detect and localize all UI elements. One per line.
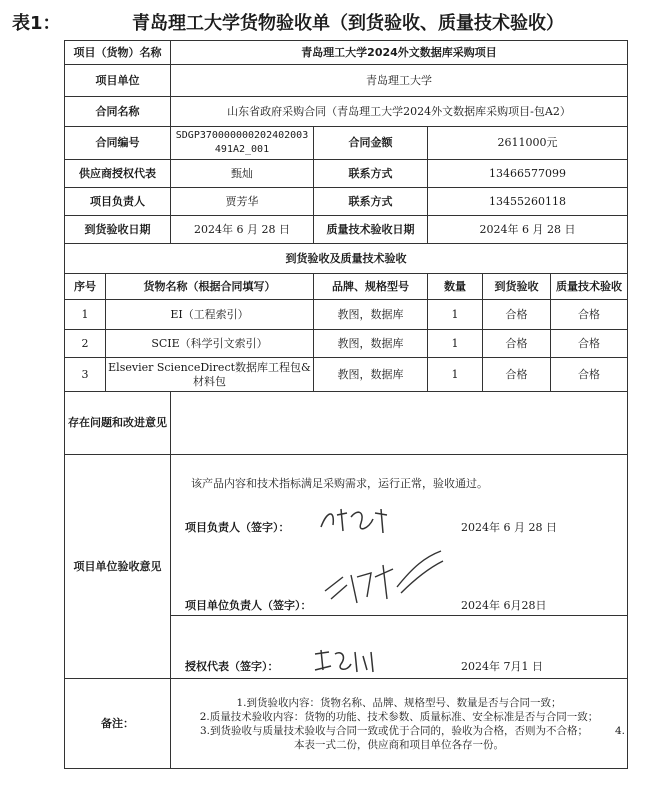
auth-rep-row [185, 660, 543, 674]
lead-contact-value: 13455260118 [428, 188, 628, 216]
table-row [65, 358, 628, 392]
lead-sign-row [185, 521, 557, 535]
row-notes [65, 679, 628, 769]
item-brand: 教图，数据库 [314, 330, 428, 358]
items-header-row [65, 274, 628, 300]
note-line-text: 3.到货验收与质量技术验收与合同一致或优于合同的，验收为合格，否则为不合格； [199, 724, 588, 737]
item-brand: 教图，数据库 [314, 300, 428, 330]
supplier-rep-value: 甄灿 [171, 160, 314, 188]
row-dates [65, 216, 628, 244]
item-arrival: 合格 [483, 330, 551, 358]
contract-amount-value: 2611000元 [428, 127, 628, 160]
contract-value: 山东省政府采购合同（青岛理工大学2024外文数据库采购项目-包A2） [171, 97, 628, 127]
note-trailing-number: 4. [614, 724, 625, 737]
row-section-title [65, 244, 628, 274]
row-project [65, 41, 628, 65]
item-arrival: 合格 [483, 358, 551, 392]
header-no: 序号 [65, 274, 106, 300]
auth-rep-signature-image [311, 646, 381, 676]
unit-lead-sign-label: 项目单位负责人（签字）： [185, 599, 312, 612]
item-no: 3 [65, 358, 106, 392]
arrival-date-label: 到货验收日期 [65, 216, 171, 244]
item-quality: 合格 [551, 358, 628, 392]
item-quality: 合格 [551, 300, 628, 330]
item-qty: 1 [428, 358, 483, 392]
row-unit [65, 65, 628, 97]
unit-lead-sign-row [185, 599, 547, 613]
unit-lead-sign-date: 2024年 6月28日 [461, 599, 547, 612]
table-row [65, 300, 628, 330]
notes-label: 备注： [65, 679, 171, 769]
row-issues [65, 392, 628, 455]
supplier-rep-label: 供应商授权代表 [65, 160, 171, 188]
header-brand: 品牌、规格型号 [314, 274, 428, 300]
row-contract [65, 97, 628, 127]
document-title [8, 6, 658, 36]
section-title: 到货验收及质量技术验收 [65, 244, 628, 274]
acceptance-form [64, 40, 628, 769]
contract-no-value: SDGP370000000202402003491A2_001 [171, 127, 314, 160]
lead-signature-image [317, 505, 397, 537]
item-name: EI（工程索引） [106, 300, 314, 330]
lead-contact-label: 联系方式 [314, 188, 428, 216]
unit-value: 青岛理工大学 [171, 65, 628, 97]
table-row [65, 330, 628, 358]
item-qty: 1 [428, 330, 483, 358]
item-arrival: 合格 [483, 300, 551, 330]
project-lead-value: 贾芳华 [171, 188, 314, 216]
row-project-lead [65, 188, 628, 216]
auth-rep-date: 2024年 7月1 日 [461, 660, 543, 673]
auth-rep-label: 授权代表（签字）： [185, 660, 279, 673]
item-brand: 教图，数据库 [314, 358, 428, 392]
opinion-lower-cell [171, 616, 628, 679]
header-arrival: 到货验收 [483, 274, 551, 300]
quality-date-value: 2024年 6 月 28 日 [428, 216, 628, 244]
supplier-contact-value: 13466577099 [428, 160, 628, 188]
supplier-contact-label: 联系方式 [314, 160, 428, 188]
header-quality: 质量技术验收 [551, 274, 628, 300]
quality-date-label: 质量技术验收日期 [314, 216, 428, 244]
row-supplier-rep [65, 160, 628, 188]
contract-label: 合同名称 [65, 97, 171, 127]
lead-sign-date: 2024年 6 月 28 日 [461, 521, 557, 534]
unit-lead-signature-image [317, 547, 447, 611]
contract-no-label: 合同编号 [65, 127, 171, 160]
header-name: 货物名称（根据合同填写） [106, 274, 314, 300]
item-qty: 1 [428, 300, 483, 330]
table-number: 表1： [12, 13, 61, 34]
notes-content [171, 679, 628, 769]
issues-label: 存在问题和改进意见 [65, 392, 171, 455]
note-line: 2.质量技术验收内容：货物的功能、技术参数、质量标准、安全标准是否与合同一致； [199, 710, 599, 723]
item-no: 2 [65, 330, 106, 358]
project-label: 项目（货物）名称 [65, 41, 171, 65]
unit-label: 项目单位 [65, 65, 171, 97]
item-quality: 合格 [551, 330, 628, 358]
form-title: 青岛理工大学货物验收单（到货验收、质量技术验收） [132, 13, 564, 34]
item-no: 1 [65, 300, 106, 330]
note-line: 1.到货验收内容：货物名称、品牌、规格型号、数量是否与合同一致； [236, 696, 562, 709]
project-lead-label: 项目负责人 [65, 188, 171, 216]
issues-value [171, 392, 628, 455]
lead-sign-label: 项目负责人（签字）： [185, 521, 290, 534]
project-value: 青岛理工大学2024外文数据库采购项目 [171, 41, 628, 65]
opinion-label: 项目单位验收意见 [65, 455, 171, 679]
note-line: 本表一式二份，供应商和项目单位各存一份。 [294, 738, 504, 751]
item-name: SCIE（科学引文索引） [106, 330, 314, 358]
opinion-text: 该产品内容和技术指标满足采购需求，运行正常，验收通过。 [191, 477, 488, 490]
contract-amount-label: 合同金额 [314, 127, 428, 160]
opinion-upper-cell [171, 455, 628, 616]
row-opinion-upper [65, 455, 628, 616]
row-contract-no [65, 127, 628, 160]
header-qty: 数量 [428, 274, 483, 300]
item-name: Elsevier ScienceDirect数据库工程包&材料包 [106, 358, 314, 392]
arrival-date-value: 2024年 6 月 28 日 [171, 216, 314, 244]
note-line [173, 724, 625, 738]
